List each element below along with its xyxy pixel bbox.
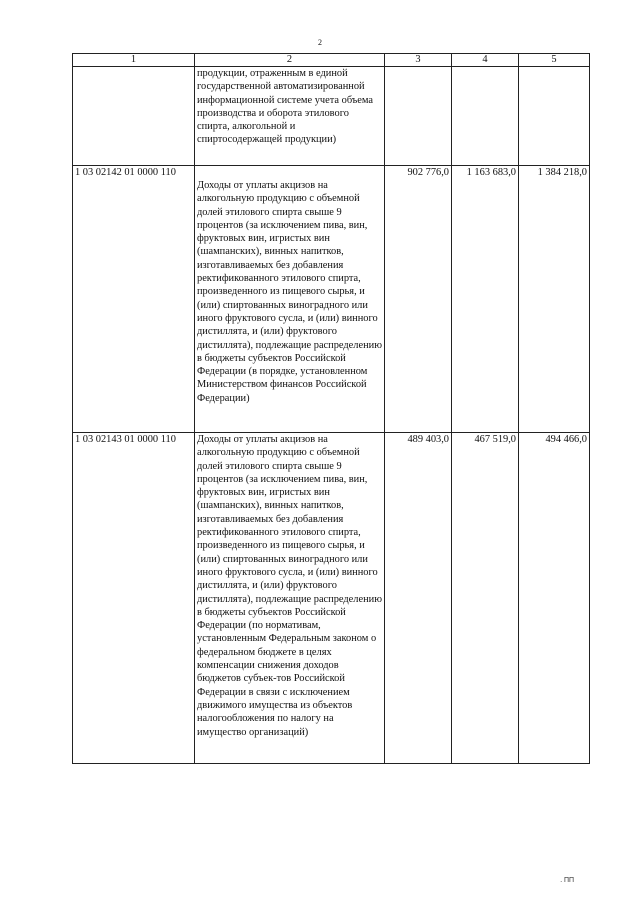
table-header-row: [73, 54, 590, 67]
value-col-4: 1 163 683,0: [452, 166, 519, 433]
description-cell: [195, 166, 385, 433]
description-cell: продукции, отраженным в единой государственной автоматизированной информационной системе учета объема производства и оборота этилового спирта, алкогольной и спиртосодержащей продукции): [195, 67, 385, 166]
header-col-2: 2: [195, 54, 385, 67]
page-number: 2: [318, 38, 322, 47]
code-cell: [73, 67, 195, 166]
description-cell: Доходы от уплаты акцизов на алкогольную продукцию с объемной долей этилового спирта свыше 9 процентов (за исключением пива, вин, фруктовых вин, игристых вин (шампанских), винных напитков, изготавливаемых без добавления ректификованного этилового спирта, произведенного из пищевого сырья, и (или) спиртованных виноградного или иного фруктового сусла, и (или) винного дистиллята, и (или) фруктового дистиллята), подлежащие распределению в бюджеты субъектов Российской Федерации (по нормативам, установленным Федеральным законом о федеральном бюджете в целях компенсации снижения доходов бюджетов субъек-тов Российской Федерации в связи с исключением движимого имущества из объектов налогообложения по налогу на имущество организаций): [195, 433, 385, 764]
value-col-3: 902 776,0: [385, 166, 452, 433]
header-col-5: 5: [519, 54, 590, 67]
revenue-table: [72, 53, 590, 764]
value-col-3: [385, 67, 452, 166]
code-cell: 1 03 02143 01 0000 110: [73, 433, 195, 764]
description-text: Доходы от уплаты акцизов на алкогольную продукцию с объемной долей этилового спирта свыше 9 процентов (за исключением пива, вин, фруктовых вин, игристых вин (шампанских), винных напитков, изготавливаемых без добавления ректификованного этилового спирта, произведенного из пищевого сырья, и (или) спиртованных виноградного или иного фруктового сусла, и (или) винного дистиллята, и (или) фруктового дистиллята), подлежащие распределению в бюджеты субъектов Российской Федерации (в порядке, установленном Министерством финансов Российской Федерации): [197, 180, 382, 404]
header-col-3: 3: [385, 54, 452, 67]
value-col-5: 494 466,0: [519, 433, 590, 764]
value-col-5: [519, 67, 590, 166]
table-row: [73, 433, 590, 764]
value-col-4: [452, 67, 519, 166]
footer-dot: ·: [560, 878, 563, 886]
value-col-5: 1 384 218,0: [519, 166, 590, 433]
table-row: [73, 166, 590, 433]
table-row: [73, 67, 590, 166]
code-cell: 1 03 02142 01 0000 110: [73, 166, 195, 433]
footer-mark: ПП: [564, 877, 575, 884]
value-col-3: 489 403,0: [385, 433, 452, 764]
header-col-1: 1: [73, 54, 195, 67]
header-col-4: 4: [452, 54, 519, 67]
value-col-4: 467 519,0: [452, 433, 519, 764]
